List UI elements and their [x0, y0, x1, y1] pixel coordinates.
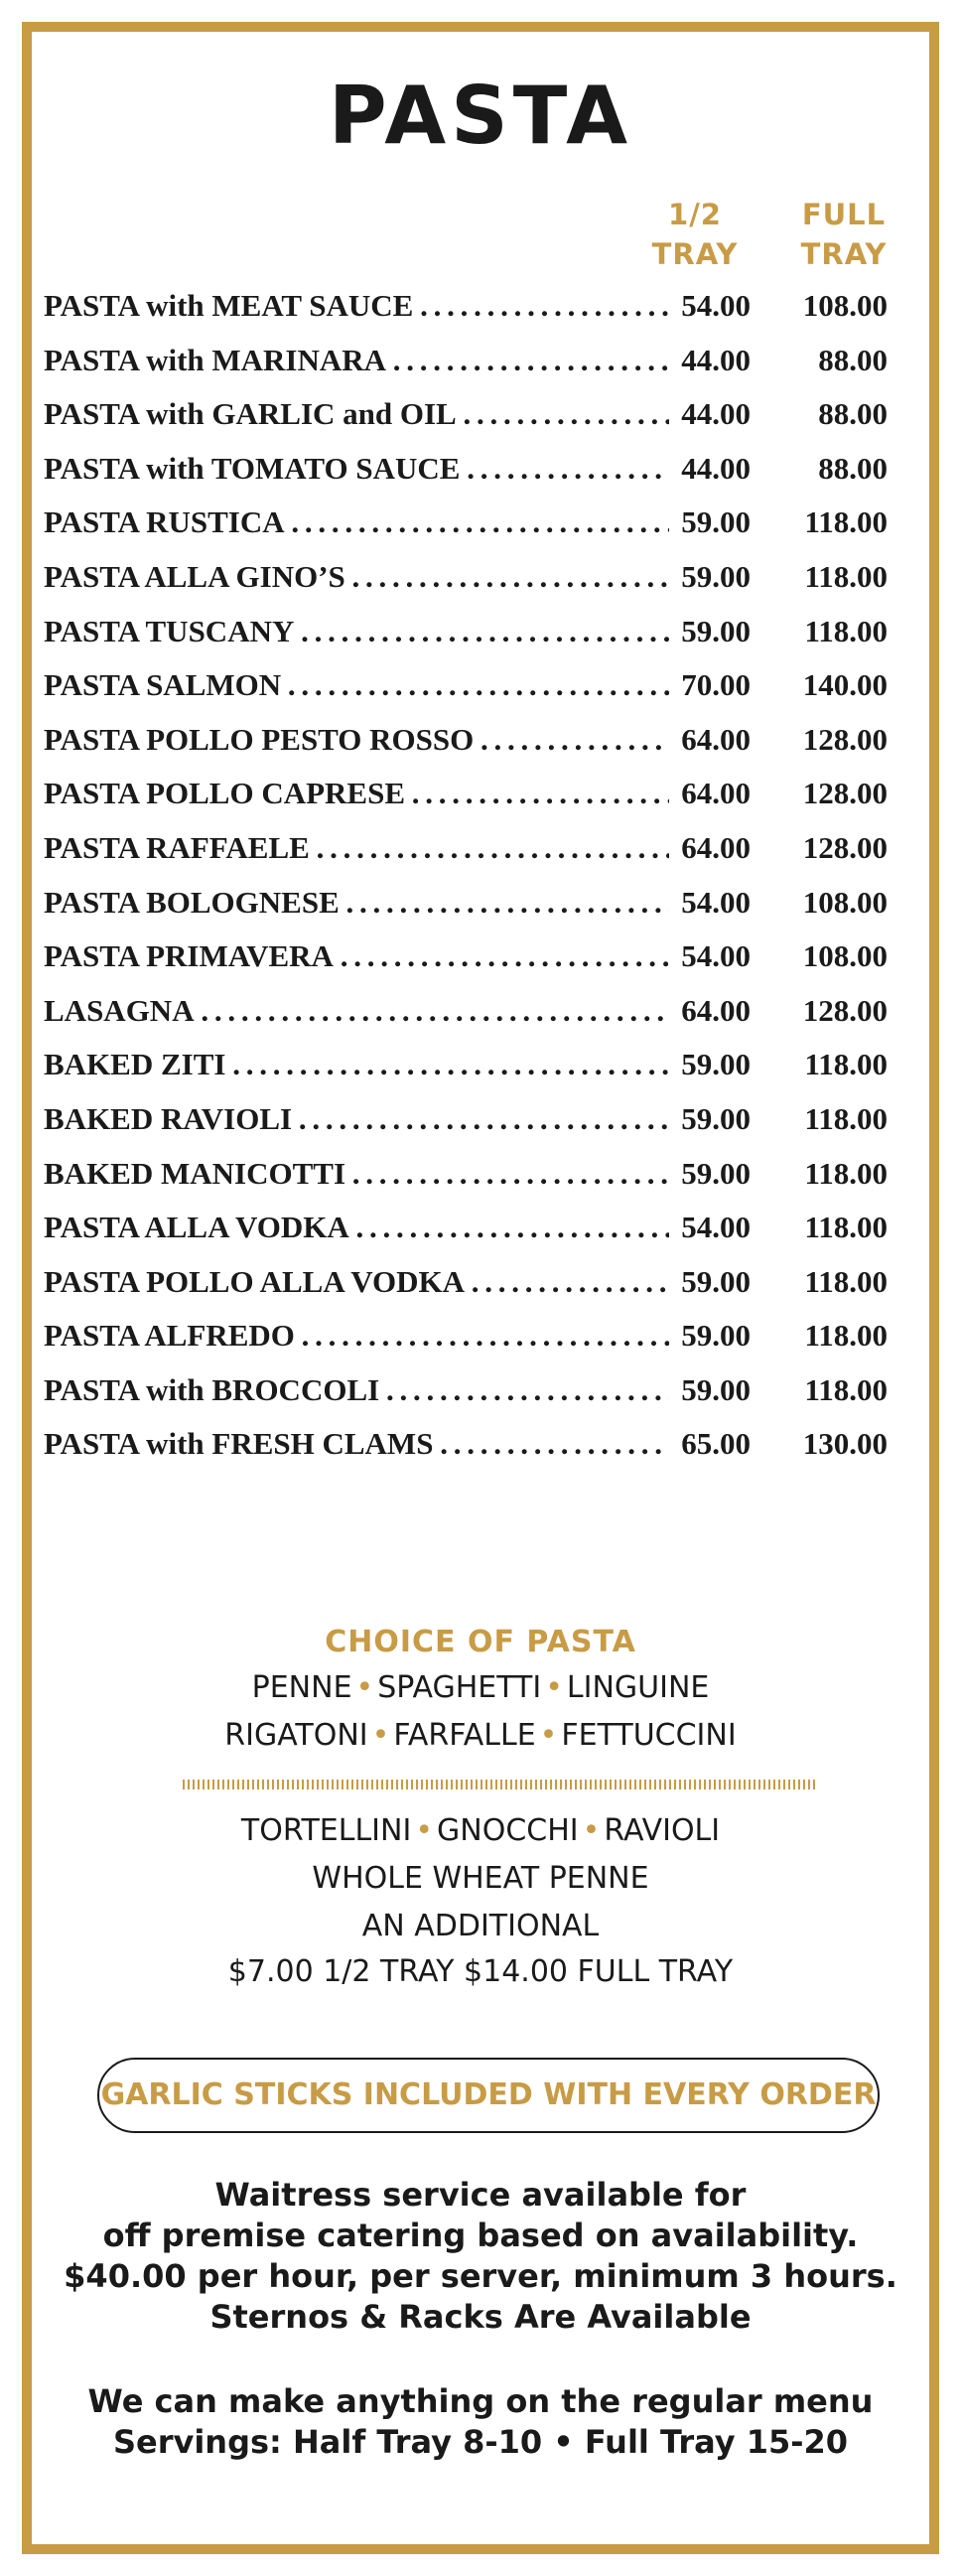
- half-tray-price: 44.00: [681, 450, 751, 486]
- half-tray-price: 44.00: [681, 342, 751, 377]
- additional-charge-line: AN ADDITIONAL: [361, 1909, 600, 1943]
- menu-item: [44, 879, 888, 933]
- menu-item-name: PASTA SALMON . . .: [44, 667, 669, 703]
- menu-item-name: PASTA with FRESH CLAMS . . .: [44, 1426, 669, 1462]
- full-tray-price: 88.00: [818, 396, 888, 432]
- menu-item: [44, 1312, 888, 1366]
- pasta-option: RIGATONI: [224, 1718, 368, 1753]
- full-tray-price: 118.00: [804, 558, 888, 594]
- menu-item-name: PASTA with MEAT SAUCE . . .: [44, 288, 669, 324]
- half-tray-price: 59.00: [681, 1263, 751, 1299]
- menu-item: [44, 390, 888, 445]
- half-tray-price: 59.00: [681, 1047, 751, 1082]
- half-tray-price: 59.00: [681, 1371, 751, 1407]
- menu-item: [44, 1041, 888, 1095]
- full-tray-price: 118.00: [804, 504, 888, 540]
- menu-item: [44, 1095, 888, 1150]
- menu-item-name: PASTA POLLO PESTO ROSSO . . .: [44, 722, 669, 758]
- bullet-icon: •: [355, 1670, 374, 1705]
- menu-item-name: BAKED ZITI . . .: [44, 1047, 669, 1082]
- menu-item-name: PASTA POLLO CAPRESE . . .: [44, 776, 669, 811]
- full-tray-price: 118.00: [804, 1100, 888, 1136]
- half-tray-price: 64.00: [681, 829, 751, 865]
- menu-item-name: PASTA with TOMATO SAUCE . . .: [44, 451, 669, 487]
- full-tray-price: 88.00: [818, 450, 888, 486]
- service-info-line: Sternos & Racks Are Available: [209, 2298, 752, 2336]
- half-tray-header-line1: 1/2: [668, 198, 722, 231]
- menu-item-name: PASTA BOLOGNESE . . .: [44, 885, 669, 921]
- full-tray-price: 130.00: [802, 1426, 888, 1462]
- half-tray-price: 65.00: [681, 1426, 751, 1462]
- menu-item-name: PASTA TUSCANY . . .: [44, 614, 669, 649]
- servings-line: Servings: Half Tray 8-10 • Full Tray 15-20: [112, 2423, 849, 2461]
- half-tray-price: 59.00: [681, 1318, 751, 1354]
- bullet-icon: •: [545, 1670, 563, 1705]
- menu-item-name: PASTA PRIMAVERA . . .: [44, 938, 669, 974]
- half-tray-price: 59.00: [681, 1100, 751, 1136]
- service-info-line: off premise catering based on availability.: [102, 2217, 859, 2254]
- pasta-option: SPAGHETTI: [377, 1670, 542, 1705]
- menu-item: [44, 1258, 888, 1313]
- menu-item: [44, 1420, 888, 1475]
- pasta-option: LINGUINE: [566, 1670, 710, 1705]
- menu-item: [44, 337, 888, 391]
- menu-item: [44, 282, 888, 337]
- menu-item: [44, 553, 888, 608]
- pasta-option: GNOCCHI: [437, 1813, 579, 1848]
- pasta-option: TORTELLINI: [240, 1813, 412, 1848]
- menu-item: [44, 770, 888, 824]
- menu-item: [44, 1150, 888, 1205]
- menu-item: [44, 1204, 888, 1258]
- full-tray-column-header: [784, 195, 903, 274]
- pasta-choice-row-3: [0, 1813, 961, 1848]
- half-tray-price: 64.00: [681, 776, 751, 811]
- menu-item: [44, 824, 888, 879]
- menu-item-name: PASTA with MARINARA . . .: [44, 343, 669, 378]
- full-tray-price: 128.00: [802, 721, 888, 757]
- half-tray-price: 54.00: [681, 288, 751, 323]
- footer-line: We can make anything on the regular menu: [87, 2382, 874, 2420]
- menu-item-name: PASTA RUSTICA . . .: [44, 504, 669, 540]
- full-tray-price: 118.00: [804, 1210, 888, 1245]
- full-tray-price: 128.00: [802, 829, 888, 865]
- dotted-divider: [183, 1780, 816, 1789]
- menu-item: [44, 716, 888, 771]
- choice-of-pasta-heading: CHOICE OF PASTA: [325, 1625, 636, 1659]
- pasta-option: PENNE: [251, 1670, 352, 1705]
- full-tray-price: 108.00: [802, 288, 888, 323]
- pasta-choice-row-2: [0, 1718, 961, 1753]
- bullet-icon: •: [415, 1813, 434, 1848]
- full-tray-price: 128.00: [802, 776, 888, 811]
- half-tray-price: 64.00: [681, 992, 751, 1028]
- half-tray-price: 59.00: [681, 1155, 751, 1191]
- full-tray-price: 140.00: [802, 667, 888, 703]
- menu-item-name: BAKED MANICOTTI . . .: [44, 1156, 669, 1192]
- bullet-icon: •: [582, 1813, 601, 1848]
- additional-price-line: $7.00 1/2 TRAY $14.00 FULL TRAY: [227, 1954, 734, 1989]
- whole-wheat-penne-line: WHOLE WHEAT PENNE: [312, 1861, 649, 1896]
- full-tray-price: 108.00: [802, 938, 888, 974]
- half-tray-price: 70.00: [681, 667, 751, 703]
- menu-item: [44, 1366, 888, 1421]
- half-tray-price: 44.00: [681, 396, 751, 432]
- menu-item: [44, 661, 888, 716]
- pasta-option: RAVIOLI: [604, 1813, 721, 1848]
- full-tray-price: 128.00: [802, 992, 888, 1028]
- full-tray-price: 118.00: [804, 1263, 888, 1299]
- full-tray-price: 88.00: [818, 342, 888, 377]
- menu-item-name: PASTA POLLO ALLA VODKA . . .: [44, 1264, 669, 1300]
- half-tray-price: 64.00: [681, 721, 751, 757]
- pasta-menu-list: [44, 282, 888, 1475]
- full-tray-price: 108.00: [802, 884, 888, 920]
- garlic-sticks-banner: GARLIC STICKS INCLUDED WITH EVERY ORDER: [97, 2058, 880, 2133]
- full-tray-price: 118.00: [804, 1318, 888, 1354]
- pasta-option: FETTUCCINI: [561, 1718, 737, 1753]
- half-tray-price: 54.00: [681, 938, 751, 974]
- pasta-choice-row-1: [0, 1670, 961, 1705]
- bullet-icon: •: [371, 1718, 390, 1753]
- menu-item-name: PASTA with GARLIC and OIL . . .: [44, 396, 669, 432]
- half-tray-price: 59.00: [681, 504, 751, 540]
- half-tray-price: 54.00: [681, 1210, 751, 1245]
- half-tray-column-header: [635, 195, 755, 274]
- service-info-line: $40.00 per hour, per server, minimum 3 hours.: [64, 2257, 897, 2295]
- full-tray-header-line1: FULL: [801, 198, 887, 231]
- menu-item: [44, 932, 888, 987]
- menu-item: [44, 499, 888, 553]
- menu-item-name: PASTA ALFREDO . . .: [44, 1318, 669, 1354]
- half-tray-price: 54.00: [681, 884, 751, 920]
- half-tray-header-line2: TRAY: [651, 237, 739, 271]
- menu-item-name: BAKED RAVIOLI . . .: [44, 1101, 669, 1137]
- full-tray-price: 118.00: [804, 1371, 888, 1407]
- page-title: PASTA: [328, 70, 633, 162]
- menu-item-name: PASTA with BROCCOLI . . .: [44, 1372, 669, 1408]
- half-tray-price: 59.00: [681, 613, 751, 648]
- service-info-line: Waitress service available for: [214, 2176, 747, 2214]
- full-tray-price: 118.00: [804, 613, 888, 648]
- full-tray-header-line2: TRAY: [800, 237, 888, 271]
- menu-item: [44, 608, 888, 662]
- bullet-icon: •: [539, 1718, 558, 1753]
- menu-item-name: PASTA RAFFAELE . . .: [44, 830, 669, 866]
- menu-item-name: PASTA ALLA GINO’S . . .: [44, 559, 669, 595]
- menu-item: [44, 445, 888, 500]
- menu-item: [44, 987, 888, 1042]
- full-tray-price: 118.00: [804, 1155, 888, 1191]
- pasta-option: FARFALLE: [393, 1718, 536, 1753]
- menu-item-name: PASTA ALLA VODKA . . .: [44, 1210, 669, 1245]
- half-tray-price: 59.00: [681, 558, 751, 594]
- full-tray-price: 118.00: [804, 1047, 888, 1082]
- menu-item-name: LASAGNA . . .: [44, 993, 669, 1029]
